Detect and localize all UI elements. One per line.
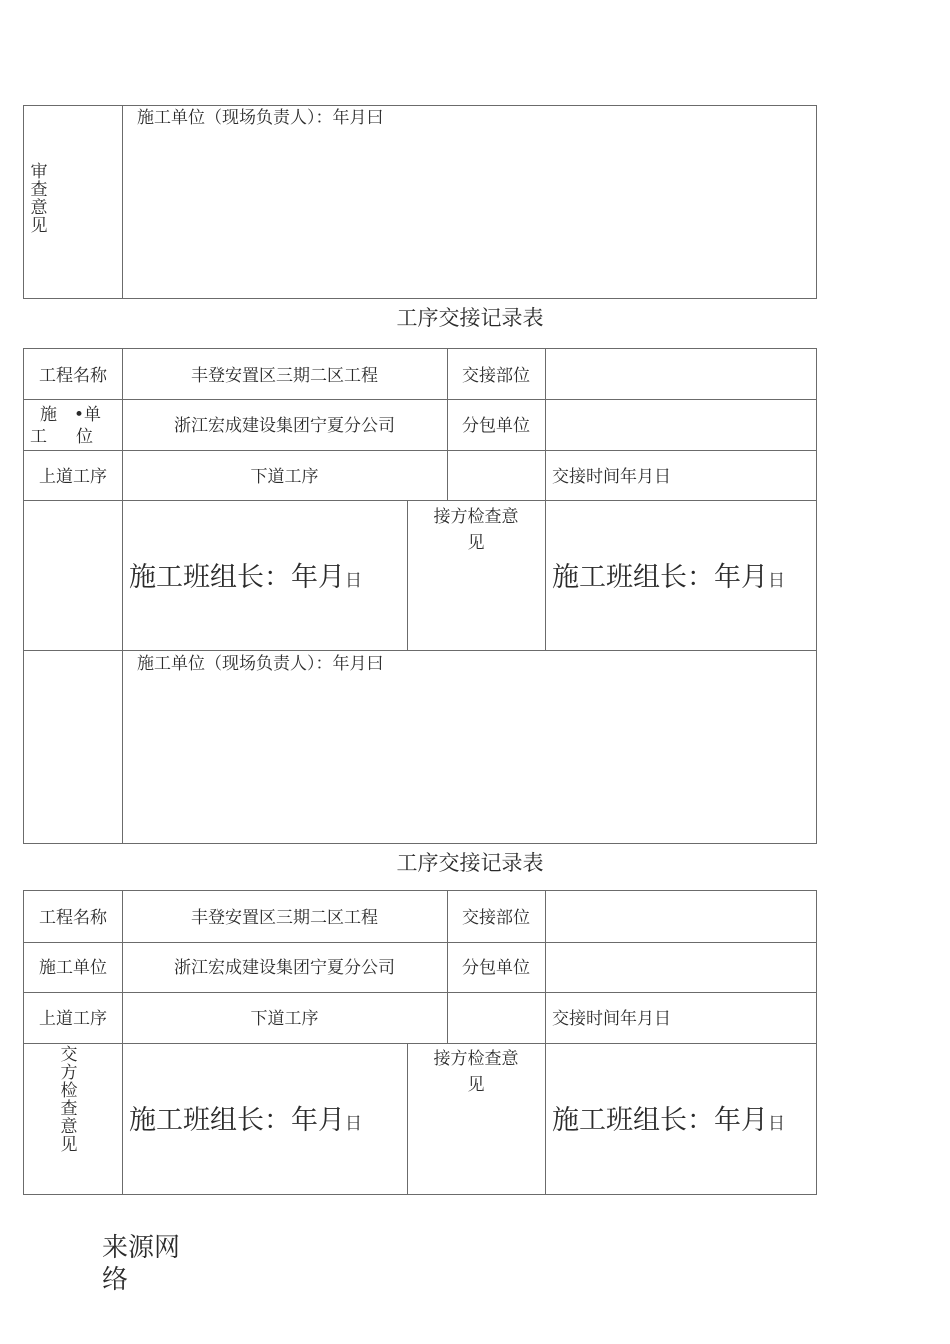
form1-team-leader-sign-left-text: 施工班组长：年月 (129, 562, 345, 593)
contractor-sign-top: 施工单位（现场负责人）：年月曰 (137, 108, 384, 128)
form2-row-line (23, 1043, 817, 1044)
source-footer: 来源网络 (102, 1233, 181, 1295)
form1-project-name-value: 丰登安置区三期二区工程 (191, 366, 378, 386)
form1-contractor-sign: 施工单位（现场负责人）：年月曰 (137, 654, 384, 674)
form1-subcontract-label: 分包单位 (462, 416, 530, 436)
form2-team-leader-sign-right-day: 日 (768, 1114, 785, 1134)
review-side-label: 审查意见 (30, 162, 48, 236)
form1-unit-label-c: 工 (30, 427, 47, 447)
form2-unit-value: 浙江宏成建设集团宁夏分公司 (174, 958, 395, 978)
form1-col-line (545, 348, 546, 650)
form1-team-leader-sign-right (552, 562, 785, 597)
form1-team-leader-sign-left-day: 日 (345, 571, 362, 591)
form2-title: 工序交接记录表 (396, 851, 544, 875)
form2-giver-opinion-label: 交方检查意见 (60, 1045, 78, 1155)
review-block (23, 105, 817, 299)
form2-team-leader-sign-left-day: 日 (345, 1114, 362, 1134)
form2-col-line (407, 1043, 408, 1195)
form1-next-process-label: 下道工序 (250, 467, 319, 487)
form2-next-process-label: 下道工序 (250, 1009, 319, 1029)
form2-col-line (545, 890, 546, 1195)
form2-prev-process-label: 上道工序 (39, 1009, 107, 1029)
form1-unit-label-d: 位 (76, 427, 93, 447)
form1-receiver-opinion-label: 接方检查意见 (433, 507, 519, 553)
form1-row-line (23, 650, 817, 651)
form1-project-name-label: 工程名称 (39, 366, 107, 386)
form1-col-line (407, 500, 408, 650)
form2-col-line (122, 890, 123, 1195)
form1-row-line (23, 450, 817, 451)
form2-receiver-opinion-label: 接方检查意见 (433, 1049, 519, 1095)
form1-prev-process-label: 上道工序 (39, 467, 107, 487)
form1-row-line (23, 500, 817, 501)
form2-row-line (23, 942, 817, 943)
form2-team-leader-sign-left (129, 1105, 362, 1140)
form2-project-name-label: 工程名称 (39, 908, 107, 928)
form2-team-leader-sign-right-text: 施工班组长：年月 (552, 1105, 768, 1136)
form1-row-line (23, 399, 817, 400)
form2-unit-label: 施工单位 (39, 958, 107, 978)
form1-unit-label-b: •单 (74, 405, 102, 425)
form2-subcontract-label: 分包单位 (462, 958, 530, 978)
review-divider (122, 105, 123, 299)
form2-row-line (23, 992, 817, 993)
form1-handover-part-label: 交接部位 (462, 366, 530, 386)
form2-handover-part-label: 交接部位 (462, 908, 530, 928)
form2-handover-time-label: 交接时间年月日 (552, 1009, 671, 1029)
form1-handover-time-label: 交接时间年月日 (552, 467, 671, 487)
form2-team-leader-sign-right (552, 1105, 785, 1140)
form1-team-leader-sign-right-text: 施工班组长：年月 (552, 562, 768, 593)
form2-team-leader-sign-left-text: 施工班组长：年月 (129, 1105, 345, 1136)
form1-unit-label-a: 施 (40, 405, 57, 425)
form1-unit-value: 浙江宏成建设集团宁夏分公司 (174, 416, 395, 436)
form1-team-leader-sign-right-day: 日 (768, 571, 785, 591)
form2-project-name-value: 丰登安置区三期二区工程 (191, 908, 378, 928)
form1-title: 工序交接记录表 (396, 306, 544, 330)
form1-team-leader-sign-left (129, 562, 362, 597)
